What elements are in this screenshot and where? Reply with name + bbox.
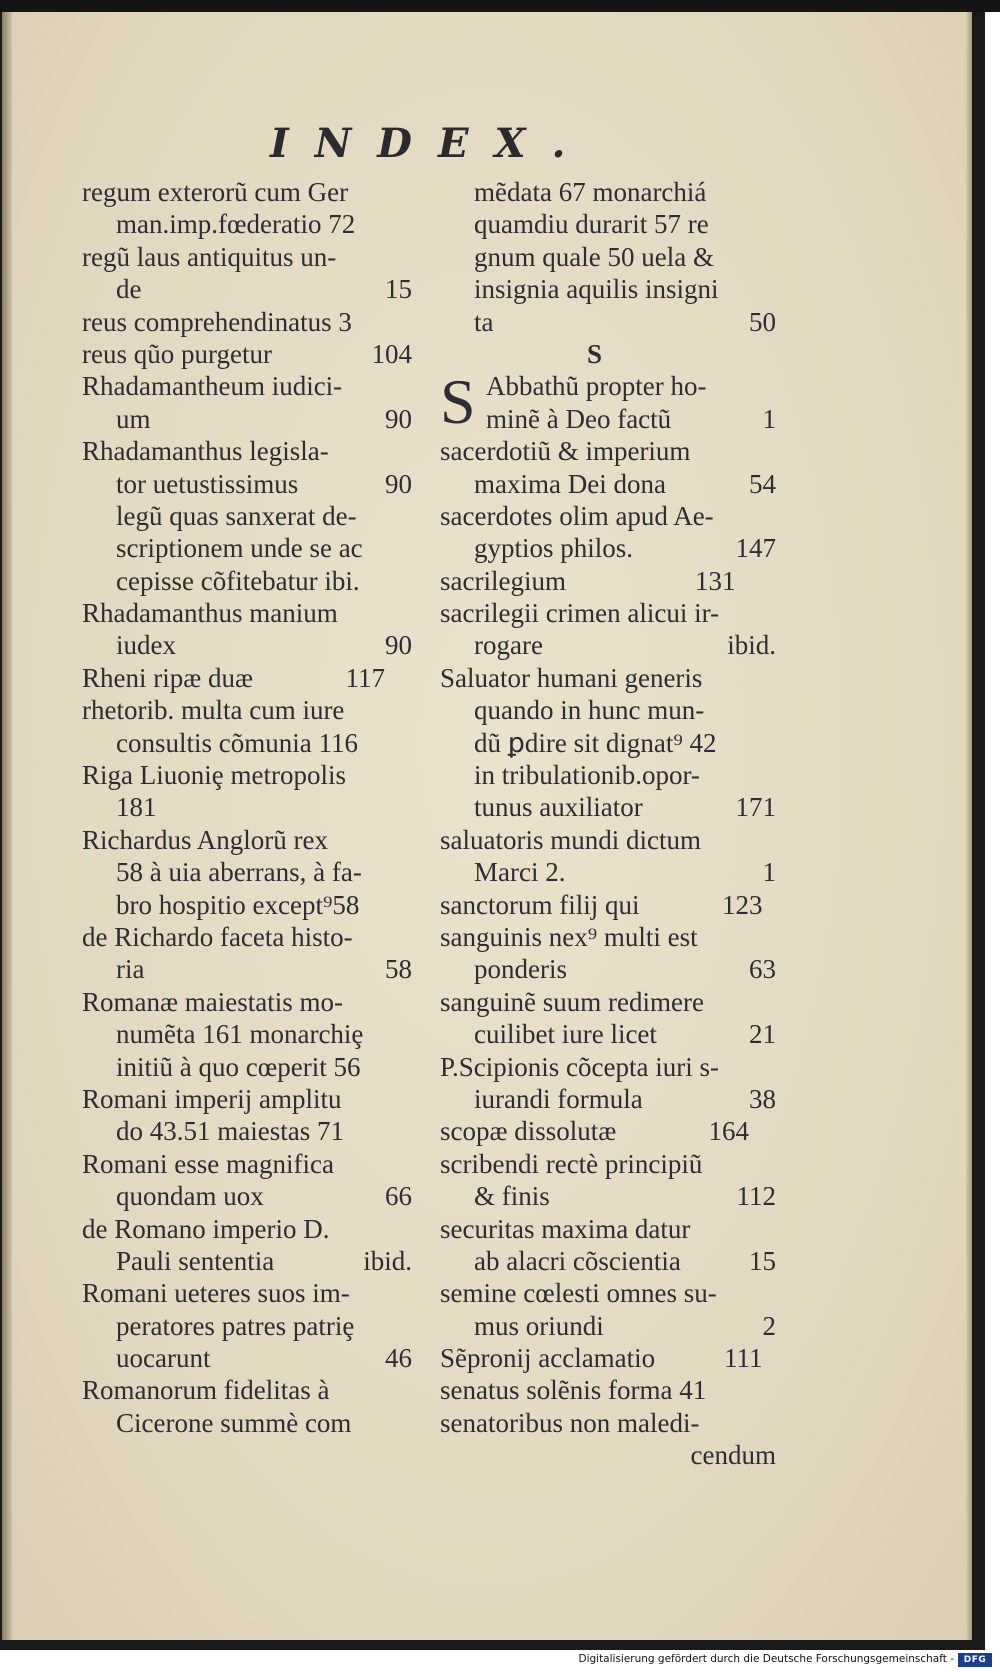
index-entry (82, 727, 412, 759)
entry-page-number: 90 (385, 403, 412, 434)
entry-text: sanctorum filij qui (440, 889, 640, 920)
index-entry (440, 1083, 776, 1115)
index-entry (440, 1374, 776, 1406)
entry-page-number: 1 (762, 403, 776, 434)
entry-text: Rhadamanthus legisla- (82, 436, 329, 467)
index-entry (82, 532, 412, 564)
entry-text: saluatoris mundi dictum (440, 824, 701, 855)
index-entry (82, 1213, 412, 1245)
entry-text: sanguinẽ suum redimere (440, 986, 704, 1017)
footer-bar (0, 1650, 1000, 1670)
index-entry (440, 338, 776, 370)
entry-text: Romani esse magnifica (82, 1148, 334, 1179)
index-entry (440, 532, 776, 564)
entry-page-number: 111 (724, 1343, 763, 1374)
index-entry (440, 824, 776, 856)
entry-page-number: 123 (722, 889, 763, 920)
index-entry (82, 1051, 412, 1083)
index-entry (440, 273, 776, 305)
entry-page-number: 15 (385, 274, 412, 305)
entry-text: Rhadamantheum iudici- (82, 371, 343, 402)
index-entry (82, 241, 412, 273)
entry-text: tor uetustissimus (116, 468, 299, 499)
entry-text: ta (474, 306, 494, 337)
entry-text: P.Scipionis cõcepta iuri s- (440, 1051, 719, 1082)
entry-page-number: 50 (749, 306, 776, 337)
index-entry (440, 565, 776, 597)
index-column-right (440, 176, 776, 1472)
entry-text: peratores patres patriȩ (116, 1310, 355, 1341)
entry-text: rogare (474, 630, 543, 661)
entry-text: de (116, 274, 142, 305)
index-entry (440, 176, 776, 208)
entry-text: cuilibet iure licet (474, 1019, 657, 1050)
index-entry (440, 986, 776, 1018)
entry-text: cendum (690, 1440, 776, 1471)
entry-text: 58 à uia aberrans, à fa- (116, 857, 362, 888)
entry-text: Marci 2. (474, 857, 566, 888)
index-entry (82, 565, 412, 597)
entry-page-number: 104 (371, 338, 412, 369)
index-entry (82, 824, 412, 856)
entry-text: securitas maxima datur (440, 1213, 691, 1244)
index-entry (440, 241, 776, 273)
entry-text: gnum quale 50 uela & (474, 241, 714, 272)
index-entry (82, 1245, 412, 1277)
index-entry (82, 1277, 412, 1309)
entry-text: Romanorum fidelitas à (82, 1375, 330, 1406)
entry-text: Romani ueteres suos im- (82, 1278, 350, 1309)
entry-text: Sẽpronij acclamatio (440, 1343, 656, 1374)
entry-text: reus qũo purgetur (82, 338, 272, 369)
index-entry (440, 1407, 776, 1439)
index-entry (82, 597, 412, 629)
entry-page-number: 112 (736, 1181, 776, 1212)
entry-text: reus comprehendinatus 3 (82, 306, 352, 337)
index-entry (82, 889, 412, 921)
entry-text: sacerdotes olim apud Ae- (440, 500, 714, 531)
entry-text: Rhadamanthus manium (82, 598, 338, 629)
index-entry (440, 1213, 776, 1245)
entry-text: Romani imperij amplitu (82, 1083, 342, 1114)
index-entry (440, 403, 776, 435)
index-entry (82, 1374, 412, 1406)
index-entry (440, 759, 776, 791)
index-entry (82, 1148, 412, 1180)
entry-text: bro hospitio except⁹58 (116, 889, 360, 920)
index-entry (440, 1051, 776, 1083)
drop-cap-letter: S (440, 366, 476, 438)
entry-text: in tribulationib.opor- (474, 760, 700, 791)
index-entry (82, 468, 412, 500)
index-entry (82, 759, 412, 791)
entry-text: Rheni ripæ duæ (82, 662, 254, 693)
entry-text: de Romano imperio D. (82, 1213, 330, 1244)
entry-page-number: 63 (749, 954, 776, 985)
entry-text: man.imp.fœderatio 72 (116, 209, 356, 240)
entry-text: Richardus Anglorũ rex (82, 824, 328, 855)
footer-credit: Digitalisierung gefördert durch die Deutsche Forschungsgemeinschaft - (578, 1653, 954, 1665)
entry-text: & finis (474, 1181, 550, 1212)
index-entry (82, 500, 412, 532)
index-entry (82, 1310, 412, 1342)
index-entry (82, 953, 412, 985)
index-entry (440, 1439, 776, 1471)
entry-text: regum exterorũ cum Ger (82, 177, 349, 207)
index-entry (440, 468, 776, 500)
index-column-left (82, 176, 412, 1439)
entry-text: um (116, 403, 151, 434)
index-entry (82, 1180, 412, 1212)
index-entry (440, 208, 776, 240)
entry-text: Riga Liuoniȩ metropolis (82, 760, 346, 791)
index-entry (440, 921, 776, 953)
index-entry (82, 791, 412, 823)
page-gutter (2, 12, 12, 1640)
entry-text: scribendi rectè principiũ (440, 1148, 703, 1179)
entry-text: minẽ à Deo factũ (486, 403, 672, 434)
entry-text: iurandi formula (474, 1083, 643, 1114)
index-entry (440, 1148, 776, 1180)
index-entry (440, 1180, 776, 1212)
entry-page-number: ibid. (727, 630, 776, 661)
index-entry (440, 662, 776, 694)
page-header: INDEX. (270, 120, 592, 167)
entry-text: sacrilegii crimen alicui ir- (440, 598, 720, 629)
entry-text: ria (116, 954, 145, 985)
index-entry (82, 435, 412, 467)
entry-page-number: 147 (735, 533, 776, 564)
index-entry (440, 1310, 776, 1342)
entry-text: S (586, 338, 603, 369)
entry-page-number: 117 (345, 662, 385, 693)
entry-text: sanguinis nex⁹ multi est (440, 921, 698, 952)
index-entry (440, 1018, 776, 1050)
index-entry (82, 856, 412, 888)
index-entry (440, 306, 776, 338)
entry-text: scopæ dissolutæ (440, 1116, 617, 1147)
entry-page-number: 58 (385, 954, 412, 985)
index-entry (82, 629, 412, 661)
entry-text: numẽta 161 monarchiȩ (116, 1019, 364, 1050)
entry-page-number: 66 (385, 1181, 412, 1212)
entry-page-number: 2 (762, 1310, 776, 1341)
entry-text: iudex (116, 630, 176, 661)
entry-text: gyptios philos. (474, 533, 634, 564)
page-edge (966, 12, 972, 1640)
entry-text: mẽdata 67 monarchiá (474, 177, 707, 207)
index-entry (82, 921, 412, 953)
index-entry (440, 1245, 776, 1277)
entry-text: de Richardo faceta histo- (82, 921, 353, 952)
entry-text: scriptionem unde se ac (116, 533, 363, 564)
entry-page-number: 90 (385, 468, 412, 499)
entry-text: mus oriundi (474, 1310, 604, 1341)
index-entry (82, 1407, 412, 1439)
index-entry (440, 1342, 776, 1374)
entry-text: senatoribus non maledi- (440, 1407, 700, 1438)
index-entry (440, 597, 776, 629)
entry-text: ab alacri cõscientia (474, 1245, 681, 1276)
index-entry (440, 889, 776, 921)
index-entry (82, 694, 412, 726)
index-entry (440, 1277, 776, 1309)
top-scan-edge (0, 0, 1000, 12)
entry-text: legũ quas sanxerat de- (116, 500, 357, 531)
entry-page-number: 38 (749, 1083, 776, 1114)
entry-text: senatus solẽnis forma 41 (440, 1375, 707, 1406)
entry-text: insignia aquilis insigni (474, 274, 719, 305)
entry-page-number: 1 (762, 857, 776, 888)
entry-text: quondam uox (116, 1181, 264, 1212)
index-entry (82, 403, 412, 435)
index-entry (82, 986, 412, 1018)
entry-text: Pauli sententia (116, 1245, 275, 1276)
entry-page-number: 21 (749, 1019, 776, 1050)
entry-text: Abbathũ propter ho- (486, 371, 707, 402)
entry-text: quando in hunc mun- (474, 695, 705, 726)
index-entry (440, 791, 776, 823)
index-entry (82, 1018, 412, 1050)
entry-text: dũ ꝑdire sit dignat⁹ 42 (474, 727, 717, 758)
entry-text: sacrilegium (440, 565, 566, 596)
index-entry (82, 662, 412, 694)
entry-text: rhetorib. multa cum iure (82, 695, 345, 726)
index-entry (82, 306, 412, 338)
index-entry (440, 435, 776, 467)
index-entry (440, 856, 776, 888)
index-entry (82, 338, 412, 370)
entry-page-number: 54 (749, 468, 776, 499)
index-entry (82, 176, 412, 208)
entry-text: cepisse cõfitebatur ibi. (116, 565, 360, 596)
entry-page-number: ibid. (363, 1245, 412, 1276)
index-entry (440, 694, 776, 726)
dfg-logo-icon: DFG (958, 1653, 992, 1667)
entry-page-number: 15 (749, 1245, 776, 1276)
entry-text: maxima Dei dona (474, 468, 666, 499)
index-entry (82, 208, 412, 240)
index-entry (440, 500, 776, 532)
entry-text: uocarunt (116, 1343, 211, 1374)
entry-text: sacerdotiũ & imperium (440, 436, 691, 467)
entry-text: regũ laus antiquitus un- (82, 241, 337, 272)
entry-text: quamdiu durarit 57 re (474, 209, 709, 240)
entry-text: ponderis (474, 954, 567, 985)
entry-page-number: 90 (385, 630, 412, 661)
index-entry (440, 727, 776, 759)
entry-text: Cicerone summè com (116, 1407, 352, 1438)
entry-page-number: 164 (708, 1116, 749, 1147)
entry-page-number: 46 (385, 1343, 412, 1374)
entry-text: initiũ à quo cœperit 56 (116, 1051, 361, 1082)
entry-text: 181 (116, 792, 157, 823)
entry-text: semine cœlesti omnes su- (440, 1278, 717, 1309)
entry-page-number: 171 (735, 792, 776, 823)
index-entry (82, 1083, 412, 1115)
index-entry (82, 1342, 412, 1374)
index-entry (440, 629, 776, 661)
index-entry (82, 1115, 412, 1147)
index-entry (82, 273, 412, 305)
entry-text: do 43.51 maiestas 71 (116, 1116, 344, 1147)
index-entry (440, 953, 776, 985)
entry-text: tunus auxiliator (474, 792, 643, 823)
entry-text: consultis cõmunia 116 (116, 727, 358, 758)
index-entry (440, 1115, 776, 1147)
entry-page-number: 131 (695, 565, 736, 596)
index-entry (82, 370, 412, 402)
entry-text: Saluator humani generis (440, 662, 703, 693)
entry-text: Romanæ maiestatis mo- (82, 986, 343, 1017)
